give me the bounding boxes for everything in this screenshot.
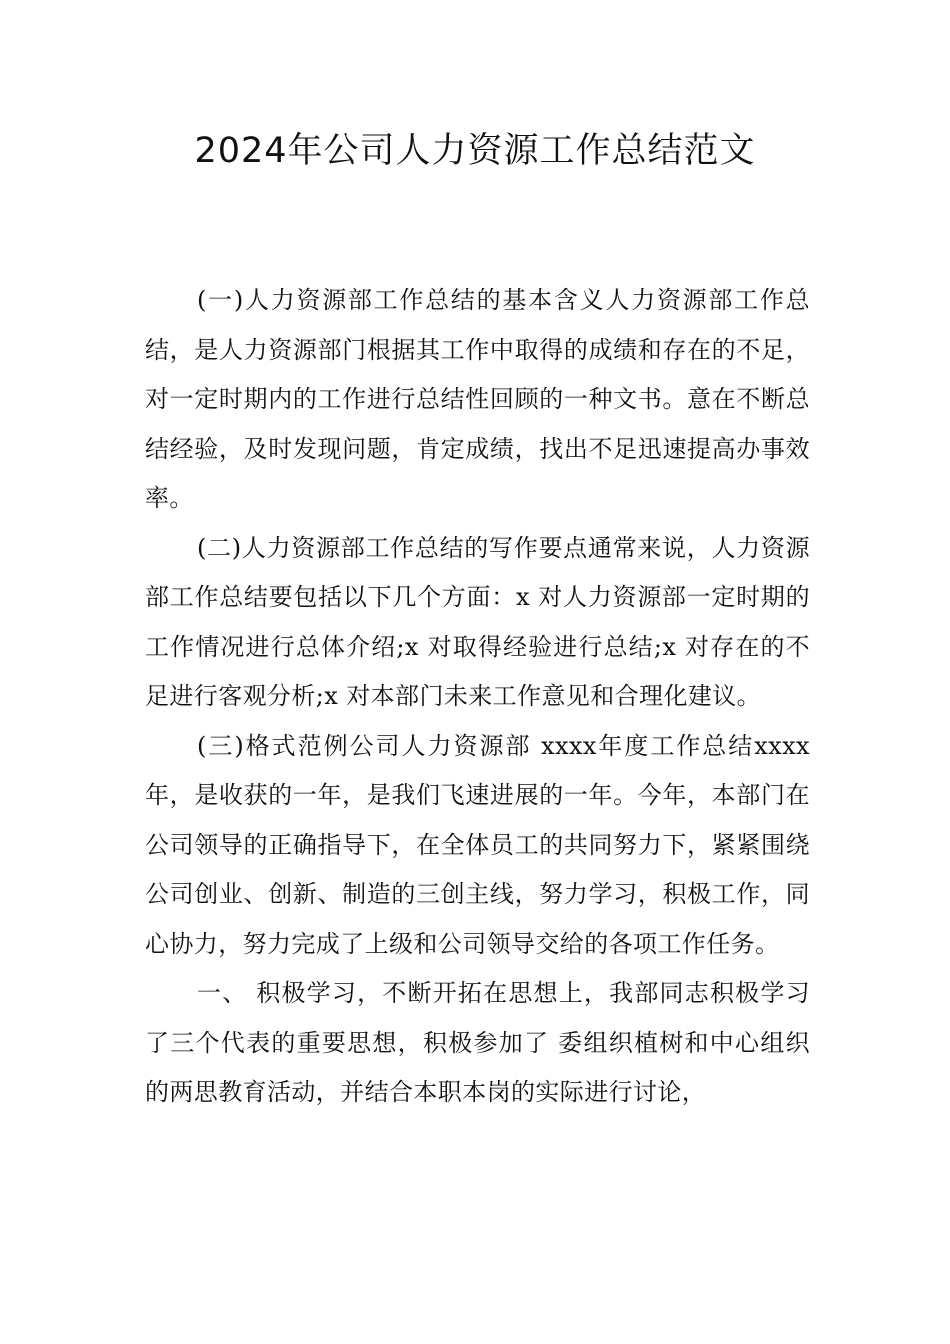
- paragraph-2: (二)人力资源部工作总结的写作要点通常来说，人力资源部工作总结要包括以下几个方面：x 对人力资源部一定时期的工作情况进行总体介绍;x 对取得经验进行总结;x 对存在的不足进行客观分析;x 对本部门未来工作意见和合理化建议。: [145, 533, 810, 710]
- document-body: [145, 276, 810, 1118]
- paragraph-1: (一)人力资源部工作总结的基本含义人力资源部工作总结，是人力资源部门根据其工作中取得的成绩和存在的不足，对一定时期内的工作进行总结性回顾的一种文书。意在不断总结经验，及时发现问题，肯定成绩，找出不足迅速提高办事效率。: [145, 286, 810, 512]
- document-title: 2024年公司人力资源工作总结范文: [194, 131, 756, 171]
- paragraph-3: (三)格式范例公司人力资源部 xxxx年度工作总结xxxx年，是收获的一年，是我们飞速进展的一年。今年，本部门在公司领导的正确指导下，在全体员工的共同努力下，紧紧围绕公司创业、创新、制造的三创主线，努力学习，积极工作，同心协力，努力完成了上级和公司领导交给的各项工作任务。: [145, 731, 810, 958]
- paragraph-4: 一、 积极学习，不断开拓在思想上，我部同志积极学习了三个代表的重要思想，积极参加了 委组织植树和中心组织的两思教育活动，并结合本职本岗的实际进行讨论，: [145, 979, 810, 1106]
